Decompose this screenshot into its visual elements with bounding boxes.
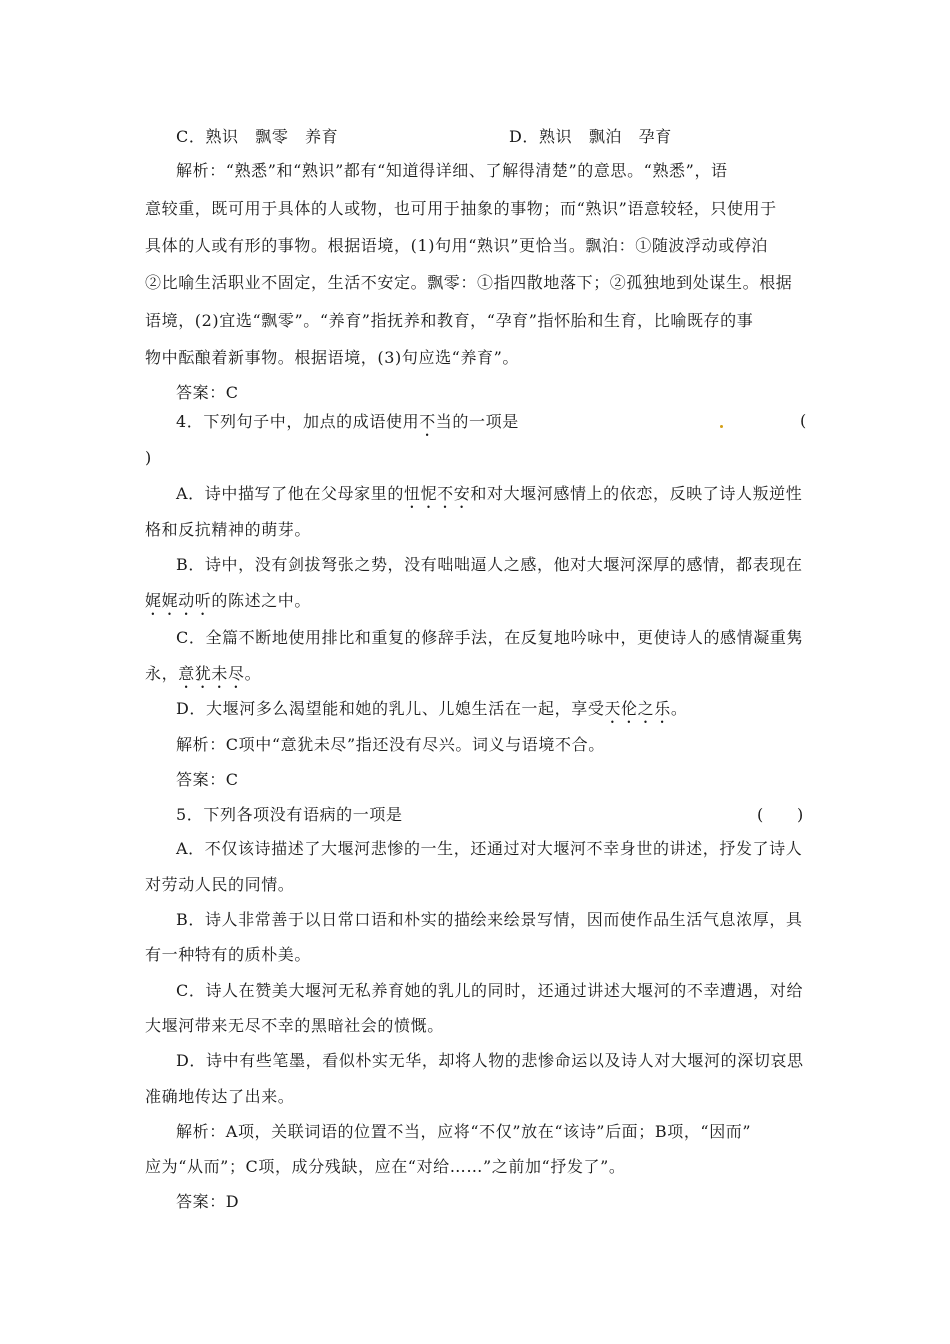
q4-d-idiom: 天伦之乐 [604,699,671,718]
option-d: D．熟识 飘泊 孕育 [509,127,672,146]
q4-paren-open: ( [800,411,807,430]
q4-option-b-line-1: B．诗中，没有剑拔弩张之势，没有咄咄逼人之感，他对大堰河深厚的感情，都表现在 [176,555,803,574]
q4-paren-close: ) [145,448,152,467]
q4-a-post: 和对大堰河感情上的依恋，反映了诗人叛逆性 [470,484,803,503]
q4-c-idiom: 意犹未尽 [178,664,245,683]
q5-answer: 答案：D [176,1192,240,1211]
q4-stem-emphasis: 不 [419,412,436,431]
q5-option-d-line-2: 准确地传达了出来。 [145,1087,295,1106]
q4-option-c-line-2 [145,664,261,692]
q4-c-pre: 永， [145,664,179,683]
q5-paren: ( ) [757,805,804,824]
q4-b-idiom: 娓娓动听 [145,591,212,610]
q3-analysis-line-5: 语境，(2)宜选“飘零”。“养育”指抚养和教育，“孕育”指怀胎和生育，比喻既存的事 [145,311,754,330]
q4-answer: 答案：C [176,770,239,789]
q4-option-c-line-1: C．全篇不断地使用排比和重复的修辞手法，在反复地吟咏中，更使诗人的感情凝重隽 [176,628,804,647]
q4-a-pre: A．诗中描写了他在父母家里的 [176,484,404,503]
q4-b-post: 的陈述之中。 [211,591,312,610]
q4-c-post: 。 [244,664,262,683]
q4-analysis: 解析：C项中“意犹未尽”指还没有尽兴。词义与语境不合。 [176,735,605,754]
q3-answer: 答案：C [176,383,239,402]
q4-option-d [176,699,687,727]
q5-option-c-line-1: C．诗人在赞美大堰河无私养育她的乳儿的同时，还通过讲述大堰河的不幸遭遇，对给 [176,981,804,1000]
q3-analysis-line-3: 具体的人或有形的事物。根据语境，(1)句用“熟识”更恰当。飘泊：①随波浮动或停泊 [145,236,769,255]
q4-stem [176,412,519,440]
q5-option-d-line-1: D．诗中有些笔墨，看似朴实无华，却将人物的悲惨命运以及诗人对大堰河的深切哀思 [176,1051,804,1070]
q5-analysis-line-1: 解析：A项，关联词语的位置不当，应将“不仅”放在“该诗”后面；B项，“因而” [176,1122,752,1141]
yellow-dot-mark [720,425,723,428]
option-c: C．熟识 飘零 养育 [176,127,339,146]
q5-option-a-line-1: A．不仅该诗描述了大堰河悲惨的一生，还通过对大堰河不幸身世的讲述，抒发了诗人 [176,839,803,858]
q4-option-b-line-2 [145,591,311,619]
q3-analysis-line-2: 意较重，既可用于具体的人或物，也可用于抽象的事物；而“熟识”语意较轻，只使用于 [145,199,777,218]
q5-option-b-line-1: B．诗人非常善于以日常口语和朴实的描绘来绘景写情，因而使作品生活气息浓厚，具 [176,910,803,929]
q5-analysis-line-2: 应为“从而”；C项，成分残缺，应在“对给……”之前加“抒发了”。 [145,1157,626,1176]
q5-option-b-line-2: 有一种特有的质朴美。 [145,945,312,964]
q3-analysis-line-1: 解析：“熟悉”和“熟识”都有“知道得详细、了解得清楚”的意思。“熟悉”，语 [176,161,728,180]
q4-stem-part-2: 当的一项是 [435,412,519,431]
q4-option-a-line-1 [176,484,802,512]
q3-analysis-line-6: 物中酝酿着新事物。根据语境，(3)句应选“养育”。 [145,348,520,367]
q4-option-a-line-2: 格和反抗精神的萌芽。 [145,520,312,539]
q5-option-a-line-2: 对劳动人民的同情。 [145,875,295,894]
q4-a-idiom: 忸怩不安 [403,484,471,503]
q5-option-c-line-2: 大堰河带来无尽不幸的黑暗社会的愤慨。 [145,1016,444,1035]
q5-stem: 5．下列各项没有语病的一项是 [176,805,403,824]
q4-d-post: 。 [670,699,688,718]
q3-analysis-line-4: ②比喻生活职业不固定，生活不安定。飘零：①指四散地落下；②孤独地到处谋生。根据 [145,273,793,292]
q4-d-pre: D．大堰河多么渴望能和她的乳儿、儿媳生活在一起，享受 [176,699,605,718]
q4-stem-part-1: 4．下列句子中，加点的成语使用 [176,412,420,431]
